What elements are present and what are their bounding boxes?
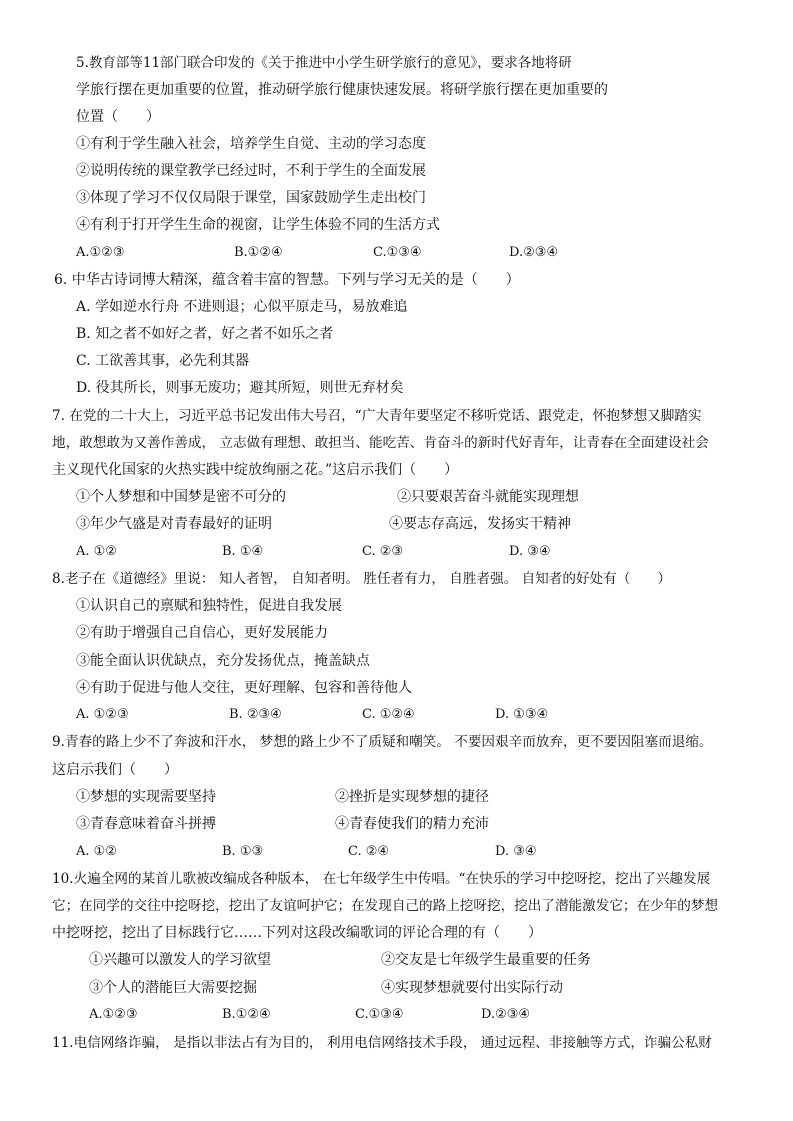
q8-statement-1: ①认识自己的禀赋和独特性，促进自我发展 [76,598,342,614]
q9-option-c: C. ②④ [348,844,390,859]
q10-statement-1: ①兴趣可以激发人的学习欲望 [89,952,271,968]
q5-stem-line1: 5.教育部等11部门联合印发的《关于推进中小学生研学旅行的意见》，要求各地将研 [76,55,572,71]
q7-option-c: C. ②③ [362,544,404,559]
q5-stem-line2: 学旅行摆在更加重要的位置，推动研学旅行健康快速发展。将研学旅行摆在更加重要的 [76,82,608,98]
q9-stem-line2: 这启示我们（ ） [52,762,178,778]
q11-stem-line1: 11.电信网络诈骗， 是指以非法占有为目的， 利用电信网络技术手段， 通过远程、非接触等方式，诈骗公私财 [52,1035,712,1051]
q10-stem-line3: 中挖呀挖，挖出了目标践行它……下列对这段改编歌词的评论合理的有（ ） [52,925,542,941]
q5-statement-1: ①有利于学生融入社会，培养学生自觉、主动的学习态度 [76,136,426,152]
q9-statement-2: ②挫折是实现梦想的捷径 [335,789,489,805]
q6-option-d: D. 役其所长，则事无废功；避其所短，则世无弃材矣 [76,380,404,396]
q7-statement-3: ③年少气盛是对青春最好的证明 [76,516,272,532]
q8-statement-2: ②有助于增强自己自信心，更好发展能力 [76,625,328,641]
q8-statement-3: ③能全面认识优缺点，充分发扬优点，掩盖缺点 [76,653,370,669]
q9-statement-1: ①梦想的实现需要坚持 [76,789,216,805]
q10-option-a: A.①②③ [89,1007,138,1022]
q8-option-b: B. ②③④ [229,707,282,722]
q8-option-a: A. ①②③ [76,707,129,722]
q5-statement-3: ③体现了学习不仅仅局限于课堂，国家鼓励学生走出校门 [76,190,426,206]
q9-stem-line1: 9.青春的路上少不了奔波和汗水， 梦想的路上少不了质疑和嘲笑。 不要因艰辛而放弃，更不要因阻塞而退缩。 [52,734,713,750]
q7-stem-line2: 地，敢想敢为又善作善成， 立志做有理想、敢担当、能吃苦、肯奋斗的新时代好青年，让青春在全面建设社会 [52,435,709,451]
q7-stem-line1: 7. 在党的二十大上，习近平总书记发出伟大号召，“广大青年要坚定不移听党话、跟党走，怀抱梦想又脚踏实 [52,408,702,424]
q10-statement-4: ④实现梦想就要付出实际行动 [381,980,563,996]
q5-option-c: C.①③④ [373,245,422,260]
q9-option-d: D. ③④ [495,844,537,859]
q9-option-a: A. ①② [76,844,117,859]
q5-option-b: B.①②④ [234,245,283,260]
q7-stem-line3: 主义现代化国家的火热实践中绽放绚丽之花。”这启示我们（ ） [52,462,459,478]
q9-option-b: B. ①③ [222,844,264,859]
q5-option-a: A.①②③ [76,245,125,260]
q9-statement-3: ③青春意味着奋斗拼搏 [76,816,216,832]
q10-option-b: B.①②④ [222,1007,271,1022]
q7-option-d: D. ③④ [509,544,551,559]
q6-option-c: C. 工欲善其事，必先利其器 [76,353,250,369]
q10-statement-3: ③个人的潜能巨大需要挖掘 [89,980,257,996]
q5-option-d: D.②③④ [509,245,559,260]
q8-option-c: C. ①②④ [362,707,415,722]
q7-statement-1: ①个人梦想和中国梦是密不可分的 [76,489,286,505]
q6-stem: 6. 中华古诗词博大精深，蕴含着丰富的智慧。下列与学习无关的是（ ） [54,272,520,288]
q5-statement-4: ④有利于打开学生生命的视窗，让学生体验不同的生活方式 [76,217,440,233]
q10-option-c: C.①③④ [355,1007,404,1022]
q6-option-b: B. 知之者不如好之者，好之者不如乐之者 [76,326,334,342]
q8-option-d: D. ①③④ [495,707,549,722]
q7-statement-4: ④要志存高远，发扬实干精神 [389,516,571,532]
q9-statement-4: ④青春使我们的精力充沛 [335,816,489,832]
q10-statement-2: ②交友是七年级学生最重要的任务 [381,952,591,968]
q8-statement-4: ④有助于促进与他人交往，更好理解、包容和善待他人 [76,680,412,696]
q7-option-a: A. ①② [76,544,117,559]
q10-stem-line1: 10.火遍全网的某首儿歌被改编成各种版本， 在七年级学生中传唱。“在快乐的学习中挖呀挖，挖出了兴趣发展 [52,871,711,887]
q6-option-a: A. 学如逆水行舟 不进则退；心似平原走马，易放难追 [76,299,408,315]
q7-statement-2: ②只要艰苦奋斗就能实现理想 [397,489,579,505]
q7-option-b: B. ①④ [222,544,264,559]
q8-stem: 8.老子在《道德经》里说： 知人者智， 自知者明。 胜任者有力， 自胜者强。 自知者的好处有（ ） [52,571,672,587]
q10-stem-line2: 它；在同学的交往中挖呀挖，挖出了友谊呵护它；在发现自己的路上挖呀挖，挖出了潜能激发它；在少年的梦想 [52,898,719,914]
q5-statement-2: ②说明传统的课堂教学已经过时，不利于学生的全面发展 [76,163,426,179]
q5-stem-line3: 位置（ ） [76,109,160,125]
q10-option-d: D.②③④ [481,1007,531,1022]
